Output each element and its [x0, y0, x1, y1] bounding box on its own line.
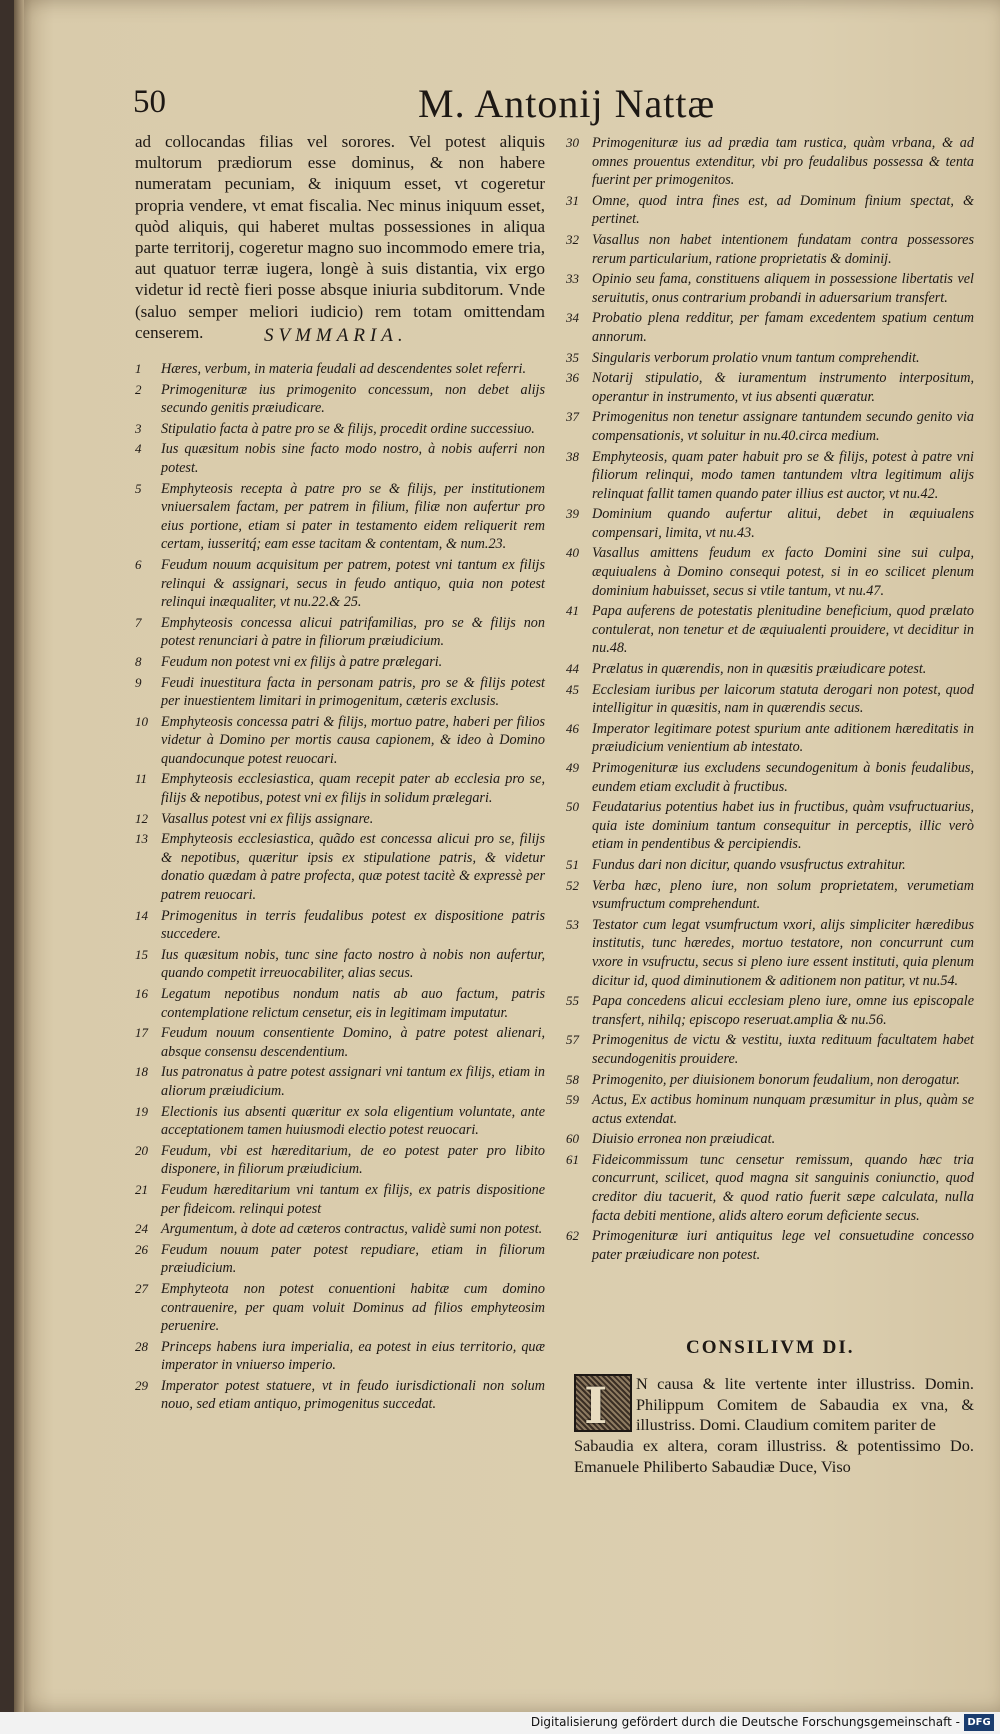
summary-entry: [566, 1071, 974, 1090]
summary-entry: [566, 877, 974, 914]
summary-entry: [135, 985, 545, 1022]
entry-text: Feudum non potest vni ex filijs à patre prælegari.: [161, 653, 443, 670]
summary-entry: [135, 556, 545, 612]
entry-number: 26: [135, 1241, 148, 1257]
summary-entry: [566, 505, 974, 542]
entry-text: Diuisio erronea non præiudicat.: [592, 1131, 776, 1148]
summary-entry: [135, 1220, 545, 1239]
summary-entry: [135, 1024, 545, 1061]
entry-text: Primogenituræ iuri antiquitus lege vel consuetudine concesso pater præiudicare non potest.: [592, 1228, 974, 1263]
entry-number: 13: [135, 831, 148, 847]
entry-number: 49: [566, 760, 579, 775]
entry-text: Actus, Ex actibus hominum nunquam præsumitur in plus, quàm se actus extendat.: [592, 1092, 974, 1127]
entry-text: Emphyteosis, quam pater habuit pro se & filijs, potest à patre vni filiorum relinqui, modo tamen tantundem vltra legitimum alijs relinquat fallit tamen quando pater illius est auctor, vt nu.42.: [592, 448, 974, 502]
entry-number: 20: [135, 1142, 148, 1158]
entry-text: Imperator legitimare potest spurium ante aditionem hæreditatis in præiudicium venientium ab intestato.: [592, 720, 974, 756]
initial-letter: I: [584, 1376, 608, 1435]
entry-number: 38: [566, 448, 579, 464]
entry-text: Ius patronatus à patre potest assignari vni tantum ex filijs, etiam in aliorum præiudicium.: [161, 1064, 545, 1099]
summary-entry: [566, 349, 974, 368]
summaria-list-left: [135, 360, 545, 1416]
summary-entry: [135, 674, 545, 711]
entry-number: 61: [566, 1151, 579, 1167]
entry-text: Prælatus in quærendis, non in quæsitis præiudicare potest.: [592, 661, 927, 678]
summary-entry: [566, 309, 974, 346]
entry-text: Primogenitus non tenetur assignare tantundem secundo genito via compensationis, vt soluitur in nu.40.circa medium.: [592, 409, 974, 444]
summary-entry: [135, 713, 545, 769]
summary-entry: [566, 602, 974, 658]
summaria-list-right: [566, 134, 974, 1266]
summary-entry: [135, 946, 545, 983]
entry-text: Emphyteosis recepta à patre pro se & filijs, per institutionem vniuersalem factam, per patrem in filium, filiæ non aufertur pro eius portione, etiam si pater in testamento eidem reliquerit rem certam, iusseritq́; eam esse tacitam & contentam, & num.23.: [161, 480, 545, 553]
entry-number: 14: [135, 907, 148, 923]
entry-number: 24: [135, 1221, 148, 1237]
entry-number: 11: [135, 771, 148, 787]
summary-entry: [566, 192, 974, 229]
entry-number: 36: [566, 370, 579, 386]
entry-number: 41: [566, 603, 579, 619]
entry-text: Primogenitus de victu & vestitu, iuxta redituum facultatem habet secundogenitis prouidere.: [592, 1032, 974, 1067]
entry-text: Emphyteota non potest conuentioni habitæ cum domino contrauenire, per quam voluit Dominus ad filios emphyteosim peruenire.: [161, 1280, 545, 1335]
summary-entry: [566, 1091, 974, 1128]
summary-entry: [566, 660, 974, 679]
summary-entry: [566, 720, 974, 757]
summary-entry: [135, 480, 545, 554]
summary-entry: [566, 916, 974, 990]
entry-text: Vasallus amittens feudum ex facto Domini sine sui culpa, æquiualens à Domino consequi potest, si in eo scilicet plenum dominium habuisset, secus si vtile tantum, vt nu.47.: [592, 545, 974, 599]
entry-number: 21: [135, 1181, 148, 1197]
entry-text: Feudum hæreditarium vni tantum ex filijs, ex patris dispositione per fideicom. relinqui potest: [161, 1181, 545, 1217]
entry-number: 28: [135, 1338, 148, 1354]
summary-entry: [566, 448, 974, 504]
entry-number: 3: [135, 420, 142, 436]
summary-entry: [566, 1130, 974, 1149]
consilium-body-start: N causa & lite vertente inter illustriss. Domin. Philippum Comitem de Sabaudia ex vna, & illustriss. Domi. Claudium comitem pariter de: [636, 1374, 974, 1434]
entry-text: Princeps habens iura imperialia, ea potest in eius territorio, quæ imperator in vniuerso imperio.: [161, 1338, 545, 1374]
summary-entry: [566, 270, 974, 307]
summary-entry: [566, 798, 974, 854]
entry-text: Hæres, verbum, in materia feudali ad descendentes solet referri.: [161, 361, 527, 377]
entry-number: 1: [135, 361, 142, 376]
entry-text: Feudum nouum pater potest repudiare, etiam in filiorum præiudicium.: [161, 1241, 545, 1277]
entry-text: Ecclesiam iuribus per laicorum statuta derogari non potest, quod intelligitur in quæsitis, nam in quærendis secus.: [592, 681, 974, 717]
intro-paragraph: ad collocandas filias vel sorores. Vel potest aliquis multorum prædiorum esse dominus, & non habere numeratam pecuniam, & iniquum esset, vt cogeretur propria vendere, vt emat fiscalia. Nec minus iniquum esset, quòd aliquis, qui haberet multas possessiones in aliqua parte territorij, cogeretur magno suo incommodo emere tria, aut quatuor terræ iugera, longè à suis distantia, vix ergo videtur id rectè fieri posse absque iniuria subditorum. Vnde (saluo semper meliori iudicio) rem totam omittendam censerem.: [135, 132, 545, 342]
entry-text: Primogenito, per diuisionem bonorum feudalium, non derogatur.: [592, 1071, 960, 1088]
summary-entry: [566, 992, 974, 1029]
entry-number: 50: [566, 799, 579, 815]
entry-number: 46: [566, 720, 579, 736]
summary-entry: [566, 681, 974, 718]
entry-text: Ius quæsitum nobis, tunc sine facto nostro à nobis non aufertur, quando competit irreuocabiliter, alias secus.: [161, 946, 545, 982]
summary-entry: [135, 381, 545, 418]
entry-number: 7: [135, 614, 142, 630]
entry-number: 34: [566, 310, 579, 326]
entry-number: 17: [135, 1025, 148, 1041]
entry-text: Fundus dari non dicitur, quando vsusfructus extrahitur.: [592, 856, 906, 873]
entry-number: 35: [566, 349, 579, 365]
entry-text: Primogenituræ ius ad prædia tam rustica, quàm vrbana, & ad omnes prouentus extenditur, vbi pro feudalibus possessa & tenta fuerint per primogenitos.: [592, 135, 974, 189]
summary-entry: [566, 1227, 974, 1264]
entry-number: 19: [135, 1103, 148, 1119]
entry-text: Opinio seu fama, constituens aliquem in possessione libertatis vel seruitutis, onus contrarium probandi in aduersarium transfert.: [592, 271, 974, 306]
entry-number: 2: [135, 381, 142, 397]
entry-number: 16: [135, 986, 148, 1001]
entry-number: 55: [566, 993, 579, 1009]
summary-entry: [135, 1181, 545, 1218]
page-gutter: [14, 0, 24, 1712]
entry-text: Emphyteosis ecclesiastica, quam recepit pater ab ecclesia pro se, filijs & nepotibus, potest vni ex filijs in solidum prælegari.: [161, 771, 545, 807]
summary-entry: [135, 420, 545, 439]
entry-number: 53: [566, 916, 579, 932]
entry-text: Emphyteosis concessa patri & filijs, mortuo patre, haberi per filios videtur à Domino per mortis causa capionem, & ideo à Domino quandocunque potest reuocari.: [161, 713, 545, 767]
entry-number: 37: [566, 409, 579, 425]
summary-entry: [135, 1377, 545, 1414]
summary-entry: [135, 440, 545, 477]
entry-text: Primogenitus in terris feudalibus potest ex dispositione patris succedere.: [161, 907, 545, 943]
summaria-heading: SVMMARIA.: [264, 325, 408, 346]
summary-entry: [135, 1103, 545, 1140]
entry-number: 45: [566, 681, 579, 697]
entry-number: 27: [135, 1280, 148, 1296]
entry-number: 18: [135, 1064, 148, 1080]
entry-number: 44: [566, 661, 579, 677]
entry-text: Emphyteosis ecclesiastica, quãdo est concessa alicui pro se, filijs & nepotibus, quæritur ipsis ex stipulatione patris, & videtur donatio quædam à patre profecta, quæ potest tacitè & expressè per patrem reuocari.: [161, 831, 545, 904]
entry-text: Omne, quod intra fines est, ad Dominum finium spectat, & pertinet.: [592, 192, 974, 228]
summary-entry: [135, 1338, 545, 1375]
footer-credit: Digitalisierung gefördert durch die Deutsche Forschungsgemeinschaft -: [530, 1715, 960, 1729]
summary-entry: [135, 1063, 545, 1100]
entry-text: Feudi inuestitura facta in personam patris, pro se & filijs potest per inuestientem limitari in primogenitum, cæteris exclusis.: [161, 674, 545, 710]
consilium-title: CONSILIVM DI.: [686, 1337, 855, 1358]
entry-text: Feudum nouum acquisitum per patrem, potest vni tantum ex filijs relinqui & assignari, secus in feudo antiquo, quia non potest relinqui inæqualiter, vt nu.22.& 25.: [161, 556, 545, 611]
entry-number: 58: [566, 1071, 579, 1087]
summary-entry: [135, 653, 545, 672]
summary-entry: [135, 360, 545, 379]
summary-entry: [566, 759, 974, 796]
dfg-logo: DFG: [964, 1714, 994, 1731]
entry-text: Vasallus non habet intentionem fundatam contra possessores rerum particularium, ratione proprietatis & dominij.: [592, 231, 974, 267]
entry-text: Primogenituræ ius primogenito concessum, non debet alijs secundo genitis præiudicare.: [161, 381, 545, 417]
entry-text: Argumentum, à dote ad cæteros contractus, validè sumi non potest.: [161, 1221, 543, 1238]
consilium-body-continued: Sabaudia ex altera, coram illustriss. & potentissimo Do. Emanuele Philiberto Sabaudiæ Duce, Viso: [574, 1436, 974, 1476]
summary-entry: [135, 907, 545, 944]
summary-entry: [135, 830, 545, 904]
entry-number: 51: [566, 856, 579, 872]
summary-entry: [135, 1142, 545, 1179]
entry-text: Vasallus potest vni ex filijs assignare.: [161, 810, 374, 827]
entry-text: Notarij stipulatio, & iuramentum instrumento interpositum, operantur in instrumento, vt ius absenti quæratur.: [592, 370, 974, 405]
summary-entry: [135, 1280, 545, 1336]
entry-text: Feudum nouum consentiente Domino, à patre potest alienari, absque consensu descendentium.: [161, 1025, 545, 1060]
entry-number: 12: [135, 810, 148, 826]
entry-number: 39: [566, 506, 579, 522]
entry-text: Emphyteosis concessa alicui patrifamilias, pro se & filijs non potest renunciari à patre in filiorum præiudicium.: [161, 614, 545, 650]
entry-number: 6: [135, 556, 142, 572]
entry-text: Feudum, vbi est hæreditarium, de eo potest pater pro libito disponere, in filiorum præiudicium.: [161, 1142, 545, 1178]
entry-number: 8: [135, 653, 142, 669]
summary-entry: [566, 134, 974, 190]
entry-number: 15: [135, 946, 148, 962]
entry-number: 52: [566, 877, 579, 893]
entry-text: Papa auferens de potestatis plenitudine beneficium, quod prælato contulerat, non tenetur et de æquiualenti prouidere, vt deciditur in nu.48.: [592, 603, 974, 657]
entry-number: 30: [566, 135, 579, 150]
entry-number: 29: [135, 1377, 148, 1393]
summary-entry: [566, 369, 974, 406]
entry-text: Verba hæc, pleno iure, non solum proprietatem, verumetiam vsumfructum comprehendunt.: [592, 877, 974, 913]
entry-number: 32: [566, 231, 579, 247]
entry-number: 59: [566, 1092, 579, 1108]
entry-text: Electionis ius absenti quæritur ex sola eligentium voluntate, ante acceptationem tamen huiusmodi electio potest reuocari.: [161, 1103, 545, 1139]
entry-number: 10: [135, 713, 148, 729]
summary-entry: [566, 231, 974, 268]
entry-number: 62: [566, 1228, 579, 1244]
entry-text: Papa concedens alicui ecclesiam pleno iure, omne ius episcopale transfert, nihilq; episcopo reseruat.amplia & nu.56.: [592, 993, 974, 1028]
entry-number: 31: [566, 192, 579, 208]
entry-text: Feudatarius potentius habet ius in fructibus, quàm vsufructuarius, quia iste dominium tantum consequitur in perceptis, illic verò etiam in pendentibus & percipiendis.: [592, 799, 974, 853]
summary-entry: [566, 1151, 974, 1225]
entry-number: 57: [566, 1032, 579, 1048]
entry-number: 60: [566, 1131, 579, 1147]
entry-text: Stipulatio facta à patre pro se & filijs, procedit ordine successiuo.: [161, 420, 535, 437]
entry-text: Fideicommissum tunc censetur remissum, quando hæc tria concurrunt, scilicet, quod magna sit sanguinis coniunctio, quod creditor diu tacuerit, & quod ratio fuerit sæpe calculata, nulla facta debiti mentione, alids altero eorum deficiente secus.: [592, 1151, 974, 1224]
page-number: 50: [133, 84, 166, 120]
running-head: M. Antonij Nattæ: [418, 81, 716, 126]
entry-text: Probatio plena redditur, per famam excedentem spatium centum annorum.: [592, 310, 974, 345]
entry-text: Primogenituræ ius excludens secundogenitum à bonis feudalibus, eundem etiam excludit à fructibus.: [592, 760, 974, 795]
summary-entry: [135, 770, 545, 807]
summary-entry: [566, 544, 974, 600]
entry-number: 5: [135, 480, 142, 496]
summary-entry: [566, 1031, 974, 1068]
entry-text: Testator cum legat vsumfructum vxori, alijs simpliciter hæredibus institutis, tunc hæredes, mortuo testatore, non concurrunt cum vxore in vsufructu, secus si pleno iure essent instituti, quia plenum dicitur id, quod diminutionem & aditionem non patitur, vt nu.54.: [592, 916, 974, 989]
entry-number: 4: [135, 441, 142, 457]
summary-entry: [566, 856, 974, 875]
entry-text: Singularis verborum prolatio vnum tantum comprehendit.: [592, 349, 920, 366]
entry-text: Ius quæsitum nobis sine facto modo nostro, à nobis auferri non potest.: [161, 441, 545, 476]
entry-number: 33: [566, 271, 579, 287]
entry-text: Imperator potest statuere, vt in feudo iurisdictionali non solum nouo, sed etiam antiquo, primogenitus succedat.: [161, 1377, 545, 1413]
entry-text: Dominium quando aufertur alitui, debet in æquiualens compensari, limita, vt nu.43.: [592, 506, 974, 541]
summary-entry: [566, 408, 974, 445]
summary-entry: [135, 1241, 545, 1278]
entry-number: 40: [566, 545, 579, 561]
entry-number: 9: [135, 674, 142, 690]
entry-text: Legatum nepotibus nondum natis ab auo factum, patris contemplatione relictum censetur, eis in legitimam imputatur.: [161, 986, 545, 1021]
summary-entry: [135, 810, 545, 829]
decorated-initial: [574, 1374, 632, 1435]
summary-entry: [135, 614, 545, 651]
